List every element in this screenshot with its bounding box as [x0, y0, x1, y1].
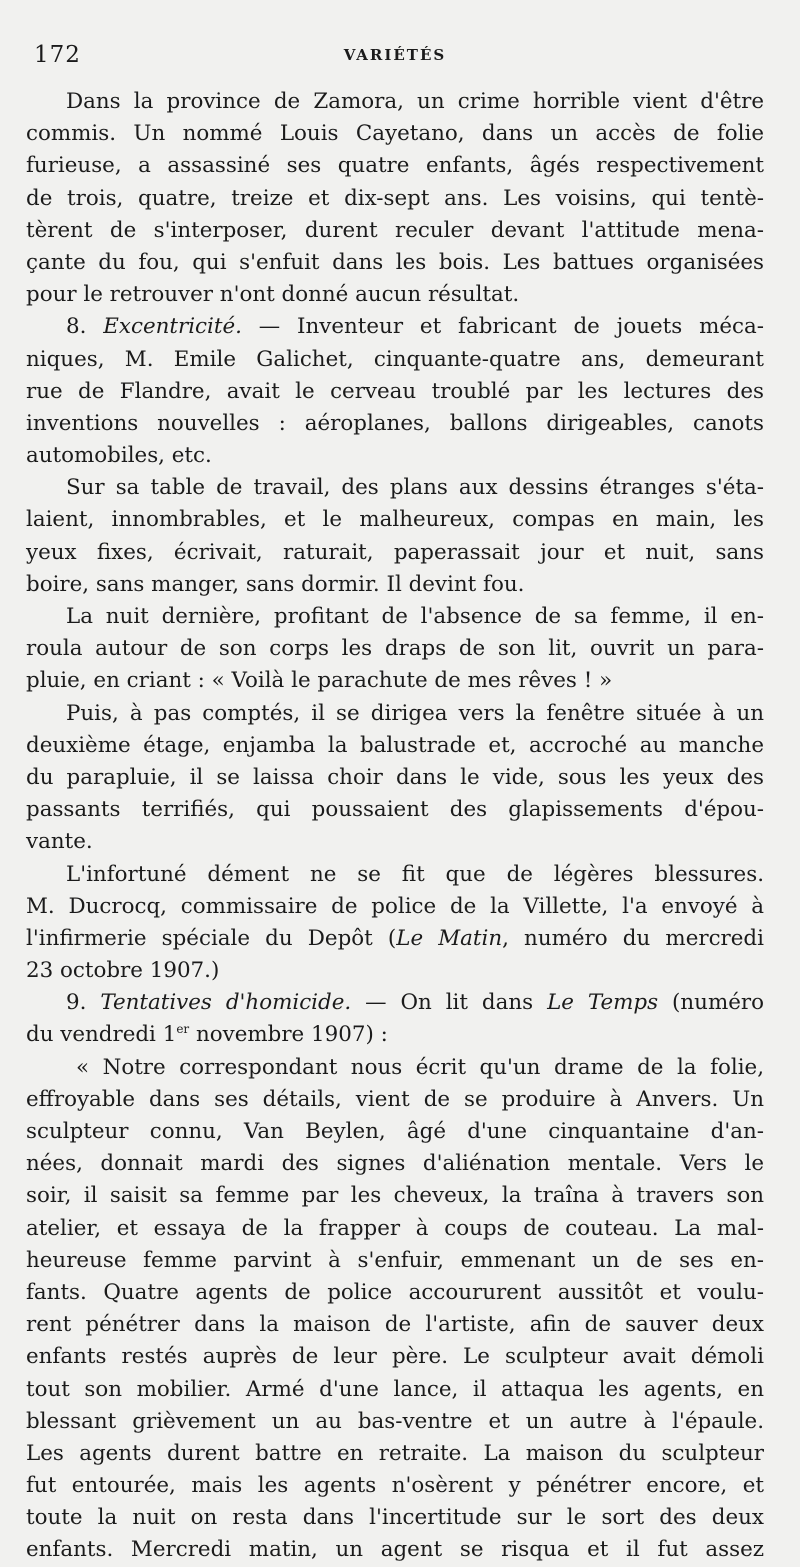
- text-line: tèrent de s'interposer, durent reculer devant l'attitude mena-: [26, 217, 764, 243]
- text-line: Dans la province de Zamora, un crime horrible vient d'être: [66, 89, 764, 114]
- text-line: soir, il saisit sa femme par les cheveux, la traîna à travers son: [26, 1183, 764, 1209]
- text-line: commis. Un nommé Louis Cayetano, dans un accès de folie: [26, 121, 764, 147]
- section-title: Tentatives d'homicide.: [100, 990, 352, 1016]
- text-line: Puis, à pas comptés, il se dirigea vers la fenêtre située à un: [66, 700, 764, 726]
- text-fragment: du vendredi 1: [26, 1022, 177, 1048]
- text-line: inventions nouvelles : aéroplanes, ballons dirigeables, canots: [26, 410, 764, 436]
- text-line: de trois, quatre, treize et dix-sept ans. Les voisins, qui tentè-: [26, 185, 764, 211]
- text-line: « Notre correspondant nous écrit qu'un drame de la folie,: [76, 1054, 764, 1080]
- text-fragment: (numéro: [658, 990, 764, 1016]
- text-line: laient, innombrables, et le malheureux, compas en main, les: [26, 507, 764, 533]
- text-line: Sur sa table de travail, des plans aux dessins étranges s'éta-: [66, 475, 764, 501]
- text-line: çante du fou, qui s'enfuit dans les bois. Les battues organisées: [26, 249, 764, 275]
- text-line: fants. Quatre agents de police accoururent aussitôt et voulu-: [26, 1279, 764, 1305]
- text-fragment: — Inventeur et fabricant de jouets méca-: [241, 314, 764, 340]
- text-line: du parapluie, il se laissa choir dans le vide, sous les yeux des: [26, 764, 764, 790]
- text-line: toute la nuit on resta dans l'incertitude sur le sort des deux: [26, 1505, 764, 1531]
- date-line: [26, 1019, 764, 1051]
- text-line: pour le retrouver n'ont donné aucun résultat.: [26, 282, 520, 308]
- text-line-with-citation: [26, 923, 764, 955]
- text-line: atelier, et essaya de la frapper à coups de couteau. La mal-: [26, 1215, 764, 1241]
- text-line: pluie, en criant : « Voilà le parachute de mes rêves ! »: [26, 668, 613, 694]
- body-text: [26, 86, 764, 1567]
- text-line: effroyable dans ses détails, vient de se produire à Anvers. Un: [26, 1086, 764, 1112]
- page-number: 172: [34, 42, 81, 68]
- text-line: fut entourée, mais les agents n'osèrent y pénétrer encore, et: [26, 1473, 764, 1499]
- page-header: [26, 38, 764, 78]
- text-line: passants terrifiés, qui poussaient des glapissements d'épou-: [26, 797, 764, 823]
- text-line: M. Ducrocq, commissaire de police de la Villette, l'a envoyé à: [26, 893, 764, 919]
- section-title: Excentricité.: [103, 314, 242, 340]
- text-fragment: , numéro du mercredi: [502, 925, 764, 951]
- text-line: furieuse, a assassiné ses quatre enfants, âgés respectivement: [26, 153, 764, 179]
- text-line: niques, M. Emile Galichet, cinquante-quatre ans, demeurant: [26, 346, 764, 372]
- text-line: enfants. Mercredi matin, un agent se risqua et il fut assez: [26, 1537, 764, 1563]
- text-line: sculpteur connu, Van Beylen, âgé d'une cinquantaine d'an-: [26, 1119, 764, 1144]
- text-line: heureuse femme parvint à s'enfuir, emmenant un de ses en-: [26, 1247, 764, 1273]
- text-line: vante.: [26, 829, 93, 855]
- text-line: nées, donnait mardi des signes d'aliénation mentale. Vers le: [26, 1151, 764, 1177]
- section-heading-line: [26, 987, 764, 1019]
- text-line: yeux fixes, écrivait, raturait, paperassait jour et nuit, sans: [26, 539, 764, 565]
- text-fragment: — On lit dans: [351, 990, 548, 1016]
- text-line: rent pénétrer dans la maison de l'artiste, afin de sauver deux: [26, 1312, 764, 1338]
- text-fragment: novembre 1907) :: [189, 1022, 388, 1048]
- text-line: tout son mobilier. Armé d'une lance, il attaqua les agents, en: [26, 1376, 764, 1402]
- text-line: enfants restés auprès de leur père. Le sculpteur avait démoli: [26, 1344, 764, 1370]
- newspaper-title: Le Temps: [547, 990, 659, 1016]
- section-heading-line: [26, 311, 764, 343]
- text-line: rue de Flandre, avait le cerveau troublé par les lectures des: [26, 378, 764, 404]
- text-line: L'infortuné dément ne se fit que de légères blessures.: [66, 861, 764, 887]
- text-fragment: l'infirmerie spéciale du Depôt (: [26, 925, 397, 951]
- running-title: VARIÉTÉS: [343, 46, 447, 64]
- ordinal-superscript: er: [176, 1022, 190, 1037]
- text-line: La nuit dernière, profitant de l'absence de sa femme, il en-: [66, 604, 764, 629]
- newspaper-title: Le Matin: [396, 925, 503, 951]
- text-line: 23 octobre 1907.): [26, 958, 220, 984]
- text-line: boire, sans manger, sans dormir. Il devint fou.: [26, 571, 525, 597]
- section-number: 9.: [66, 990, 101, 1016]
- text-line: Les agents durent battre en retraite. La maison du sculpteur: [26, 1440, 764, 1466]
- text-line: blessant grièvement un au bas-ventre et un autre à l'épaule.: [26, 1408, 764, 1434]
- section-number: 8.: [66, 314, 104, 340]
- text-line: deuxième étage, enjamba la balustrade et, accroché au manche: [26, 732, 764, 758]
- text-line: roula autour de son corps les draps de son lit, ouvrit un para-: [26, 636, 764, 662]
- text-line: automobiles, etc.: [26, 443, 212, 469]
